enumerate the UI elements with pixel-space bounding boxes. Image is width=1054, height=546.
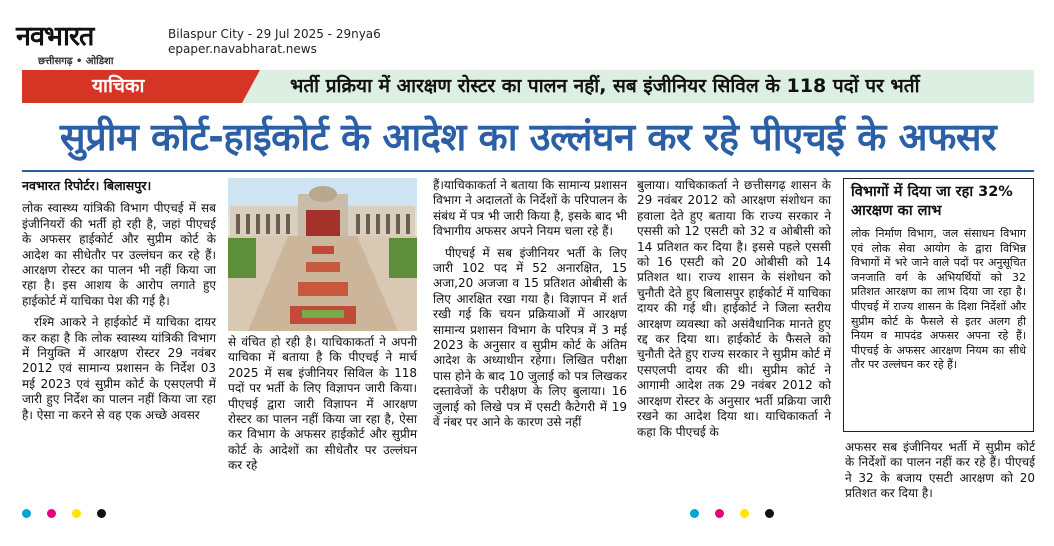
yellow-registration-dot [740,509,749,518]
high-court-building-photo [228,178,417,331]
article-column-1 [22,178,216,423]
magenta-registration-dot [715,509,724,518]
sidebar-body: लोक निर्माण विभाग, जल संसाधन विभाग एवं लोक सेवा आयोग के द्वारा विभिन्न विभागों में भरे जाने वाले पदों पर अनुसूचित जनजाति वर्ग के अभियर्थियों को 32 प्रतिशत आरक्षण का लाभ दिया जा रहा है। पीएचई में राज्य शासन के दिशा निर्देशों और सुप्रीम कोर्ट के फैसले से इतर अलग ही नियम व मापदंड अफसर अपना रहे हैं। पीएचई के अफसर आरक्षण नियम का सीधे तौर पर उल्लंघन कर रहे हैं। [851,227,1026,372]
edition-info [168,27,381,57]
kicker-text: भर्ती प्रक्रिया में आरक्षण रोस्टर का पालन नहीं, सब इंजीनियर सिविल के 118 पदों पर भर्ती [290,75,920,97]
article-column-3 [433,178,627,431]
masthead [14,22,1044,68]
article-column-4 [637,178,831,440]
headline: सुप्रीम कोर्ट-हाईकोर्ट के आदेश का उल्लंघन कर रहे पीएचई के अफसर [59,115,997,159]
edition-line: Bilaspur City - 29 Jul 2025 - 29nya6 [168,27,381,41]
sidebar-title: विभागों में दिया जा रहा 32% आरक्षण का लाभ [851,184,1013,219]
paragraph: रश्मि आकरे ने हाईकोर्ट में याचिका दायर कर कहा है कि लोक स्वास्थ्य यांत्रिकी विभाग में नियुक्ति में आरक्षण रोस्टर 29 नवंबर 2012 एवं सामान्य प्रशासन के निर्देश 03 मई 2023 एवं सुप्रीम कोर्ट के एसएलपी में जारी हुए निर्देश का पालन नहीं किया जा रहा है। ऐसा ना करने से वह एक अच्छे अवसर [22,315,216,422]
paragraph: बुलाया। याचिकाकर्ता ने छत्तीसगढ़ शासन के 29 नवंबर 2012 को आरक्षण संशोधन का हवाला देते हुए बताया कि राज्य सरकार ने एससी को 12 एसटी को 32 व ओबीसी को 14 प्रतिशत कर दिया है। इससे पहले एससी को 16 एसटी को 20 ओबीसी को 14 प्रतिशत था। राज्य शासन के संशोधन को चुनौती देते हुए बिलासपुर हाईकोर्ट में याचिका दायर की गई थी। हाईकोर्ट ने जिला स्तरीय आरक्षण व्यवस्था को असंवैधानिक मानते हुए रद्द कर दिया था। हाईकोर्ट के फैसले को चुनौती देते हुए राज्य सरकार ने सुप्रीम कोर्ट में एसएलपी दायर की थी। सुप्रीम कोर्ट ने आगामी आदेश तक 29 नवंबर 2012 को आरक्षण रोस्टर के अनुसार भर्ती प्रक्रिया जारी रखने का आदेश दिया था। याचिकाकर्ता ने कहा कि पीएचई के [637,178,831,439]
kicker-tag: याचिका [22,70,242,103]
headline-rule [22,170,1034,172]
paragraph: पीएचई में सब इंजीनियर भर्ती के लिए जारी 102 पद में 52 अनारक्षित, 15 अजा,20 अजजा व 15 प्रतिशत ओबीसी के लिए आरक्षित रखा गया है। विज्ञापन में शर्त रखी गई कि चयन प्रक्रियाओं में आरक्षण सामान्य प्रशासन विभाग के परिपत्र में 3 मई 2023 के अनुसार व सुप्रीम कोर्ट के अंतिम आदेश के अध्याधीन रहेगा। लिखित परीक्षा पास होने के बाद 10 जुलाई को पत्र लिखकर दस्तावेजों के परीक्षण के लिए बुलाया। 16 जुलाई को लिखे पत्र में एसटी कैटेगरी में 19 वें नंबर पर आने के कारण उसे नहीं [433,245,627,430]
magenta-registration-dot [47,509,56,518]
black-registration-dot [765,509,774,518]
paragraph: से वंचित हो रही है। याचिकाकर्ता ने अपनी याचिका में बताया है कि पीएचई ने मार्च 2025 में सब इंजीनियर सिविल के 118 पदों पर भर्ती के लिए विज्ञापन जारी किया। पीएचई द्वारा जारी विज्ञापन में आरक्षण रोस्टर का पालन नहीं किया जा रहा है, ऐसा कर विभाग के अफसर हाईकोर्ट और सुप्रीम कोर्ट के आदेशों का सीधेतौर पर उल्लंघन कर रहे [228,335,417,473]
sidebar-box [843,178,1034,432]
epaper-site: epaper.navabharat.news [168,42,317,56]
paragraph: हैं।याचिकाकर्ता ने बताया कि सामान्य प्रशासन विभाग ने अदालतों के निर्देशों के परिपालन के संबंध में पत्र भी जारी किया है, इसके बाद भी विभागीय अफसर अपने नियम चला रहे हैं। [433,178,627,239]
yellow-registration-dot [72,509,81,518]
cyan-registration-dot [22,509,31,518]
article-column-2 [228,335,417,474]
court-photo-illustration [228,178,417,331]
paragraph: लोक स्वास्थ्य यांत्रिकी विभाग पीएचई में सब इंजीनियरों की भर्ती हो रही है, जहां पीएचई के अफसर हाईकोर्ट और सुप्रीम कोर्ट के आदेश का सीधेतौर पर उल्लंघन कर रहे हैं।आरक्षण रोस्टर का पालन भी नहीं किया जा रहा है। इस आशय के आरोप लगाते हुए हाईकोर्ट में याचिका पेश की गई है। [22,201,216,308]
cyan-registration-dot [690,509,699,518]
byline: नवभारत रिपोर्टर। बिलासपुर। [22,178,152,193]
registration-marks-right [690,503,790,513]
black-registration-dot [97,509,106,518]
kicker-bar [22,70,1034,103]
newspaper-logo [14,22,164,66]
logo-text: नवभारत [16,21,94,52]
registration-marks-left [22,503,122,513]
continuation-text: अफसर सब इंजीनियर भर्ती में सुप्रीम कोर्ट के निर्देशों का पालन नहीं कर रहे हैं। पीएचई ने 32 के बजाय एसटी आरक्षण को 20 प्रतिशत कर दिया है। [845,440,1035,501]
logo-subtitle: छत्तीसगढ़ • ओडिशा [38,56,114,67]
